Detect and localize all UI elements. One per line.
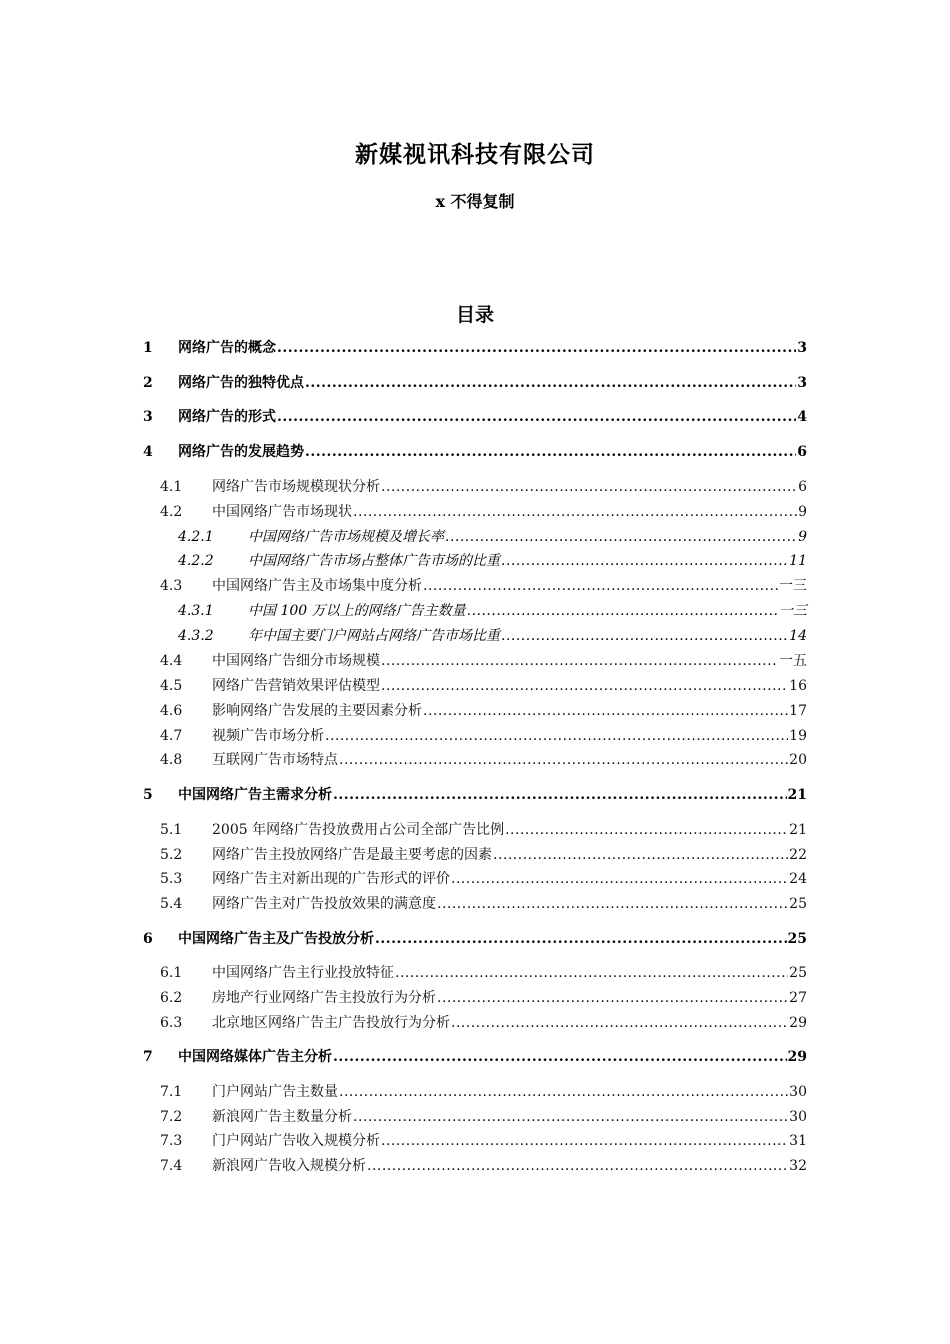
toc-entry[interactable]: 5.2 网络广告主投放网络广告是最主要考虑的因素 ..... 22 bbox=[143, 845, 807, 865]
dot-leader bbox=[437, 894, 788, 914]
dot-leader bbox=[493, 845, 788, 865]
toc-entry[interactable]: 4.6 影响网络广告发展的主要因素分析 ..... 17 bbox=[143, 701, 807, 721]
dot-leader bbox=[325, 726, 788, 746]
dot-leader bbox=[381, 477, 797, 497]
toc-entry[interactable]: 7.3 门户网站广告收入规模分析 ..... 31 bbox=[143, 1131, 807, 1151]
dot-leader bbox=[277, 338, 796, 358]
toc-entry[interactable]: 4.4 中国网络广告细分市场规模 ..... 一五 bbox=[143, 651, 807, 671]
dot-leader bbox=[339, 1082, 788, 1102]
dot-leader bbox=[395, 963, 788, 983]
dot-leader bbox=[277, 407, 796, 427]
toc-entry[interactable]: 7 中国网络媒体广告主分析 ..... 29 bbox=[143, 1047, 807, 1067]
toc-entry[interactable]: 2 网络广告的独特优点 ..... 3 bbox=[143, 373, 807, 393]
dot-leader bbox=[451, 1013, 788, 1033]
company-name: 新媒视讯科技有限公司 bbox=[355, 141, 595, 168]
toc-entry[interactable]: 4.5 网络广告营销效果评估模型 ..... 16 bbox=[143, 676, 807, 696]
toc-entry[interactable]: 4 网络广告的发展趋势 ..... 6 bbox=[143, 442, 807, 462]
dot-leader bbox=[505, 820, 788, 840]
toc-entry[interactable]: 5.4 网络广告主对广告投放效果的满意度 ..... 25 bbox=[143, 894, 807, 914]
dot-leader bbox=[437, 988, 788, 1008]
toc-entry[interactable]: 1 网络广告的概念 ..... 3 bbox=[143, 338, 807, 358]
dot-leader bbox=[353, 502, 797, 522]
dot-leader bbox=[501, 626, 788, 646]
toc-entry[interactable]: 4.3.1 中国 100 万以上的网络广告主数量 ..... 一三 bbox=[143, 601, 807, 621]
toc-entry[interactable]: 4.2.2 中国网络广告市场占整体广告市场的比重 ..... 11 bbox=[143, 551, 807, 571]
dot-leader bbox=[451, 869, 788, 889]
dot-leader bbox=[305, 373, 796, 393]
toc-entry[interactable]: 7.1 门户网站广告主数量 ..... 30 bbox=[143, 1082, 807, 1102]
dot-leader bbox=[333, 1047, 787, 1067]
toc-entry[interactable]: 4.8 互联网广告市场特点 ..... 20 bbox=[143, 750, 807, 770]
toc-entry[interactable]: 4.2 中国网络广告市场现状 ..... 9 bbox=[143, 502, 807, 522]
dot-leader bbox=[305, 442, 796, 462]
dot-leader bbox=[381, 651, 778, 671]
toc-entry[interactable]: 3 网络广告的形式 ..... 4 bbox=[143, 407, 807, 427]
dot-leader bbox=[353, 1107, 788, 1127]
toc-entry[interactable]: 4.3.2 年中国主要门户网站占网络广告市场比重 ..... 14 bbox=[143, 626, 807, 646]
toc-entry[interactable]: 4.3 中国网络广告主及市场集中度分析 ..... 一三 bbox=[143, 576, 807, 596]
dot-leader bbox=[445, 527, 797, 547]
dot-leader bbox=[381, 1131, 788, 1151]
toc-entry[interactable]: 6 中国网络广告主及广告投放分析 ..... 25 bbox=[143, 929, 807, 949]
dot-leader bbox=[501, 551, 788, 571]
copy-notice: x 不得复制 bbox=[435, 192, 515, 211]
dot-leader bbox=[339, 750, 788, 770]
dot-leader bbox=[381, 676, 788, 696]
toc-entry[interactable]: 6.1 中国网络广告主行业投放特征 ..... 25 bbox=[143, 963, 807, 983]
toc-entry[interactable]: 5.1 2005 年网络广告投放费用占公司全部广告比例 ..... 21 bbox=[143, 820, 807, 840]
toc-entry[interactable]: 7.4 新浪网广告收入规模分析 ..... 32 bbox=[143, 1156, 807, 1176]
dot-leader bbox=[423, 701, 788, 721]
toc-entry[interactable]: 4.2.1 中国网络广告市场规模及增长率 ..... 9 bbox=[143, 527, 807, 547]
toc-entry[interactable]: 5 中国网络广告主需求分析 ..... 21 bbox=[143, 785, 807, 805]
dot-leader bbox=[367, 1156, 788, 1176]
toc-entry[interactable]: 4.7 视频广告市场分析 ..... 19 bbox=[143, 726, 807, 746]
toc-entry[interactable]: 6.3 北京地区网络广告主广告投放行为分析 ..... 29 bbox=[143, 1013, 807, 1033]
toc-title: 目录 bbox=[455, 304, 494, 326]
toc-entry[interactable]: 4.1 网络广告市场规模现状分析 ..... 6 bbox=[143, 477, 807, 497]
table-of-contents bbox=[143, 0, 807, 1344]
dot-leader bbox=[423, 576, 778, 596]
toc-entry[interactable]: 5.3 网络广告主对新出现的广告形式的评价 ..... 24 bbox=[143, 869, 807, 889]
dot-leader bbox=[333, 785, 787, 805]
toc-entry[interactable]: 6.2 房地产行业网络广告主投放行为分析 ..... 27 bbox=[143, 988, 807, 1008]
dot-leader bbox=[467, 601, 778, 621]
toc-entry[interactable]: 7.2 新浪网广告主数量分析 ..... 30 bbox=[143, 1107, 807, 1127]
dot-leader bbox=[375, 929, 787, 949]
